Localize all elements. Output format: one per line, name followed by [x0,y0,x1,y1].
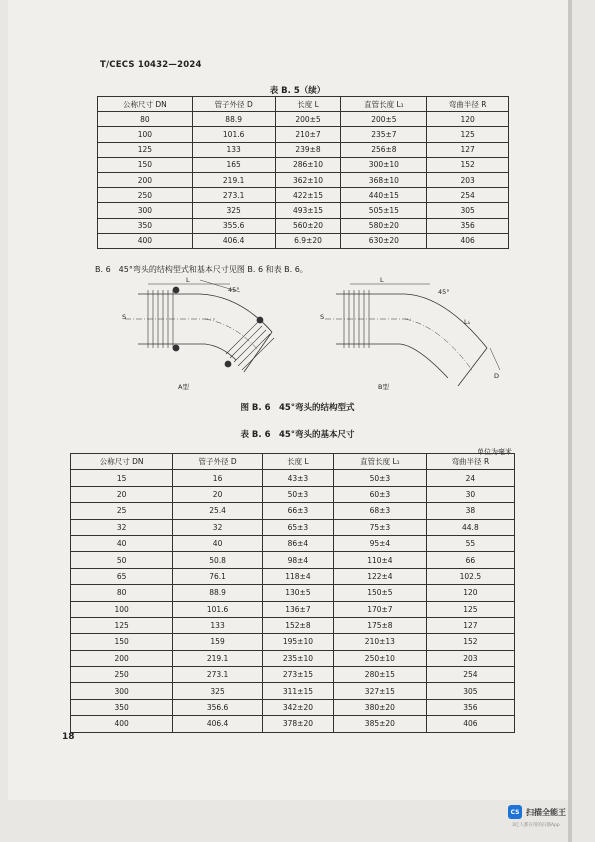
table-cell: 68±3 [334,503,427,519]
table-cell: 280±15 [334,667,427,683]
table-cell: 60±3 [334,486,427,502]
table-cell: 235±10 [262,650,333,666]
table-cell: 122±4 [334,568,427,584]
table-cell: 6.9±20 [275,233,341,248]
table-cell: 125 [71,617,173,633]
table-cell: 152 [427,157,509,172]
table-cell: 235±7 [341,127,427,142]
column-header: 弯曲半径 R [426,454,514,470]
dim-label-angle-b: 45° [438,288,450,296]
table-row [71,617,515,633]
column-header: 直管长度 L₁ [334,454,427,470]
table-cell: 368±10 [341,172,427,187]
column-header: 管子外径 D [192,97,275,112]
table-cell: 30 [426,486,514,502]
table-row [71,683,515,699]
section-b6-paragraph: B. 6 45°弯头的结构型式和基本尺寸见图 B. 6 和表 B. 6。 [95,265,308,274]
table-cell: 150 [98,157,193,172]
table-row [71,634,515,650]
table-row [71,585,515,601]
table-row [71,667,515,683]
table-cell: 24 [426,470,514,486]
figure-label-type-b: B型 [378,383,389,391]
table-cell: 165 [192,157,275,172]
table-cell: 110±4 [334,552,427,568]
type-a-elbow-drawing [125,280,274,372]
table-cell: 98±4 [262,552,333,568]
table-cell: 136±7 [262,601,333,617]
table-row [71,568,515,584]
table-cell: 203 [426,650,514,666]
column-header: 长度 L [275,97,341,112]
table-cell: 300±10 [341,157,427,172]
table-cell: 342±20 [262,699,333,715]
column-header: 管子外径 D [173,454,263,470]
column-header: 弯曲半径 R [427,97,509,112]
table-row [71,486,515,502]
table-cell: 43±3 [262,470,333,486]
table-cell: 80 [71,585,173,601]
table-cell: 380±20 [334,699,427,715]
table-cell: 55 [426,535,514,551]
table-cell: 254 [427,188,509,203]
table-cell: 86±4 [262,535,333,551]
table-row [98,188,509,203]
table-cell: 38 [426,503,514,519]
table-cell: 273.1 [192,188,275,203]
table-cell: 356 [426,699,514,715]
table-cell: 102.5 [426,568,514,584]
table-cell: 66±3 [262,503,333,519]
table-cell: 273.1 [173,667,263,683]
table-cell: 200±5 [341,112,427,127]
figure-b6-caption: 图 B. 6 45°弯头的结构型式 [240,403,355,413]
table-cell: 400 [98,233,193,248]
table-cell: 356.6 [173,699,263,715]
table-cell: 133 [192,142,275,157]
table-cell: 200±5 [275,112,341,127]
table-cell: 203 [427,172,509,187]
table-cell: 130±5 [262,585,333,601]
page-spine [568,0,572,842]
table-row [98,233,509,248]
table-cell: 250 [71,667,173,683]
table-b6 [70,453,515,733]
table-cell: 250±10 [334,650,427,666]
table-cell: 40 [173,535,263,551]
table-cell: 440±15 [341,188,427,203]
table-cell: 200 [98,172,193,187]
table-row [98,218,509,233]
table-cell: 159 [173,634,263,650]
table-cell: 152 [426,634,514,650]
table-cell: 239±8 [275,142,341,157]
table-cell: 505±15 [341,203,427,218]
table-cell: 127 [427,142,509,157]
table-cell: 127 [426,617,514,633]
table-cell: 210±7 [275,127,341,142]
table-cell: 219.1 [173,650,263,666]
table-cell: 355.6 [192,218,275,233]
scanner-app-name: 扫描全能王 [526,807,566,817]
table-cell: 50±3 [334,470,427,486]
table-cell: 120 [427,112,509,127]
table-row [71,716,515,732]
table-b5 [97,96,509,249]
table-cell: 200 [71,650,173,666]
table-cell: 356 [427,218,509,233]
dim-label-angle-a: 45° [228,286,240,294]
table-row [98,142,509,157]
table-cell: 125 [98,142,193,157]
table-cell: 16 [173,470,263,486]
table-cell: 286±10 [275,157,341,172]
dim-label-l-a: L [186,276,190,284]
table-cell: 311±15 [262,683,333,699]
table-cell: 120 [426,585,514,601]
table-cell: 76.1 [173,568,263,584]
table-cell: 219.1 [192,172,275,187]
table-cell: 20 [71,486,173,502]
table-row [98,203,509,218]
table-cell: 406 [427,233,509,248]
column-header: 长度 L [262,454,333,470]
table-cell: 20 [173,486,263,502]
table-cell: 273±15 [262,667,333,683]
table-row [98,157,509,172]
table-cell: 88.9 [173,585,263,601]
table-cell: 152±8 [262,617,333,633]
table-row [71,535,515,551]
table-row [71,503,515,519]
table-b6-caption: 表 B. 6 45°弯头的基本尺寸 [240,430,355,440]
table-cell: 300 [98,203,193,218]
table-cell: 560±20 [275,218,341,233]
table-cell: 305 [427,203,509,218]
table-cell: 40 [71,535,173,551]
table-cell: 25.4 [173,503,263,519]
table-cell: 175±8 [334,617,427,633]
table-cell: 100 [71,601,173,617]
table-row [71,552,515,568]
table-cell: 300 [71,683,173,699]
table-cell: 25 [71,503,173,519]
table-cell: 88.9 [192,112,275,127]
table-cell: 195±10 [262,634,333,650]
table-cell: 327±15 [334,683,427,699]
column-header: 公称尺寸 DN [98,97,193,112]
table-cell: 150±5 [334,585,427,601]
table-cell: 254 [426,667,514,683]
unit-note: 单位为毫米 [477,448,512,456]
table-cell: 210±13 [334,634,427,650]
table-cell: 15 [71,470,173,486]
table-cell: 406.4 [173,716,263,732]
table-cell: 256±8 [341,142,427,157]
table-cell: 32 [71,519,173,535]
table-cell: 170±7 [334,601,427,617]
table-row [71,601,515,617]
table-cell: 133 [173,617,263,633]
table-row [98,112,509,127]
table-row [71,699,515,715]
scanner-logo-icon: CS [508,805,522,819]
table-cell: 66 [426,552,514,568]
table-cell: 150 [71,634,173,650]
table-cell: 100 [98,127,193,142]
table-cell: 325 [192,203,275,218]
table-cell: 80 [98,112,193,127]
table-cell: 378±20 [262,716,333,732]
table-cell: 75±3 [334,519,427,535]
table-cell: 400 [71,716,173,732]
dim-label-d-b: D [494,372,500,380]
table-cell: 32 [173,519,263,535]
table-cell: 305 [426,683,514,699]
table-cell: 50±3 [262,486,333,502]
elbow-45-figure [0,274,595,404]
table-cell: 250 [98,188,193,203]
type-b-elbow-drawing [325,284,500,386]
scanner-watermark [508,805,566,819]
table-row [71,650,515,666]
table-cell: 325 [173,683,263,699]
column-header: 公称尺寸 DN [71,454,173,470]
table-row [98,172,509,187]
table-b5-caption: 表 B. 5（续） [269,86,326,96]
table-cell: 95±4 [334,535,427,551]
column-header: 直管长度 L₁ [341,97,427,112]
table-cell: 50.8 [173,552,263,568]
table-cell: 101.6 [192,127,275,142]
document-header: T/CECS 10432—2024 [100,60,202,70]
table-cell: 362±10 [275,172,341,187]
table-cell: 65±3 [262,519,333,535]
table-cell: 422±15 [275,188,341,203]
table-cell: 44.8 [426,519,514,535]
table-cell: 118±4 [262,568,333,584]
table-cell: 493±15 [275,203,341,218]
table-cell: 580±20 [341,218,427,233]
table-cell: 630±20 [341,233,427,248]
dim-label-s-b: S [320,313,325,321]
page-number: 18 [62,732,75,742]
table-row [98,127,509,142]
table-cell: 125 [426,601,514,617]
table-cell: 125 [427,127,509,142]
table-row [71,470,515,486]
figure-label-type-a: A型 [178,383,189,391]
dim-label-l1-b: L₁ [464,318,471,326]
table-cell: 350 [71,699,173,715]
table-cell: 406.4 [192,233,275,248]
table-cell: 101.6 [173,601,263,617]
dim-label-l-b: L [380,276,384,284]
table-cell: 50 [71,552,173,568]
table-cell: 385±20 [334,716,427,732]
table-cell: 65 [71,568,173,584]
table-row [71,519,515,535]
dim-label-s-a: S [122,313,127,321]
scanner-tagline: 3亿人都在用的扫描App [512,823,560,828]
table-cell: 406 [426,716,514,732]
table-cell: 350 [98,218,193,233]
